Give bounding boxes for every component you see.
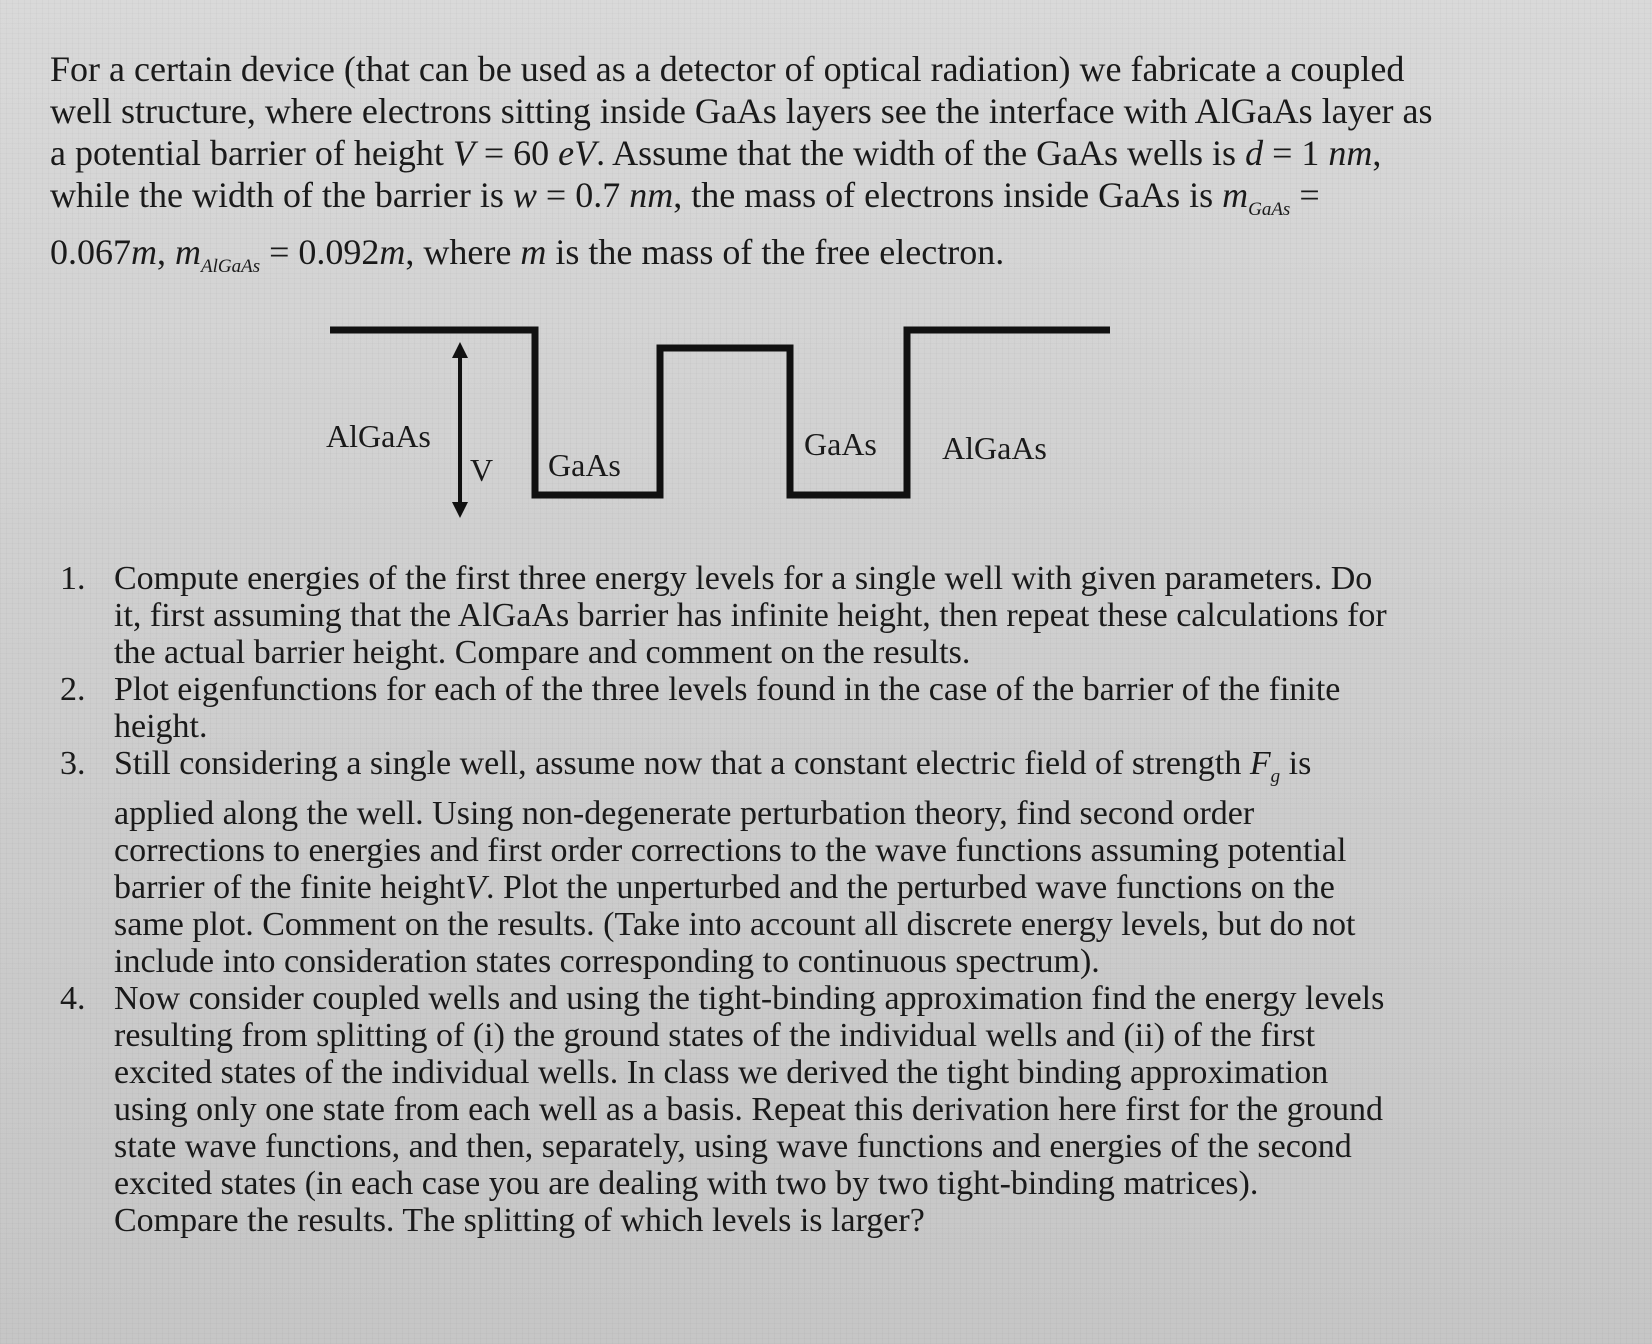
statement-line-2: well structure, where electrons sitting inside GaAs layers see the interface with AlGaAs layer as <box>50 91 1433 131</box>
question-item <box>48 671 1548 745</box>
question-line: same plot. Comment on the results. (Take into account all discrete energy levels, but do not <box>114 906 1356 943</box>
coupled-well-diagram <box>326 320 1190 540</box>
question-line: it, first assuming that the AlGaAs barrier has infinite height, then repeat these calculations for <box>114 597 1387 634</box>
question-line: Still considering a single well, assume now that a constant electric field of strength $F_g$ is <box>114 745 1312 787</box>
label-algaas-right: AlGaAs <box>942 430 1047 466</box>
question-number: 4. <box>60 980 86 1017</box>
question-line: barrier of the finite heightV. Plot the unperturbed and the perturbed wave functions on the <box>114 869 1335 906</box>
statement-line-3: a potential barrier of height V = 60 eV. Assume that the width of the GaAs wells is d = 1 nm, <box>50 133 1382 173</box>
question-item <box>48 745 1548 980</box>
potential-profile <box>330 320 1190 540</box>
statement-line-1: For a certain device (that can be used as a detector of optical radiation) we fabricate a coupled <box>50 49 1405 89</box>
question-line: include into consideration states corresponding to continuous spectrum). <box>114 943 1100 980</box>
question-item <box>48 980 1548 1239</box>
question-line: excited states of the individual wells. In class we derived the tight binding approximation <box>114 1054 1329 1091</box>
label-gaas-well-2: GaAs <box>804 426 877 462</box>
label-v: V <box>470 452 494 488</box>
arrow-head-top <box>452 342 468 358</box>
question-line: applied along the well. Using non-degenerate perturbation theory, find second order <box>114 795 1255 832</box>
arrow-head-bottom <box>452 502 468 518</box>
question-line: corrections to energies and first order corrections to the wave functions assuming potential <box>114 832 1347 869</box>
question-line: using only one state from each well as a basis. Repeat this derivation here first for the ground <box>114 1091 1383 1128</box>
question-number: 2. <box>60 671 86 708</box>
potential-profile-line <box>330 330 1110 495</box>
problem-statement <box>50 48 1530 288</box>
question-line: Compute energies of the first three energy levels for a single well with given parameters. Do <box>114 560 1373 597</box>
question-line: resulting from splitting of (i) the ground states of the individual wells and (ii) of the first <box>114 1017 1316 1054</box>
question-line: state wave functions, and then, separately, using wave functions and energies of the second <box>114 1128 1352 1165</box>
label-algaas-left: AlGaAs <box>326 418 431 454</box>
question-number: 1. <box>60 560 86 597</box>
question-line: excited states (in each case you are dealing with two by two tight-binding matrices). <box>114 1165 1259 1202</box>
statement-line-5: 0.067m, $m_{AlGaAs} = 0.092m$, where m is the mass of the free electron. <box>50 232 1005 277</box>
question-line: Plot eigenfunctions for each of the three levels found in the case of the barrier of the finite <box>114 671 1341 708</box>
question-line: Compare the results. The splitting of which levels is larger? <box>114 1202 925 1239</box>
question-number: 3. <box>60 745 86 782</box>
question-list <box>48 560 1548 1239</box>
question-item <box>48 560 1548 671</box>
question-line: height. <box>114 708 208 745</box>
question-line: Now consider coupled wells and using the tight-binding approximation find the energy levels <box>114 980 1385 1017</box>
statement-line-4: while the width of the barrier is w = 0.7 nm, the mass of electrons inside GaAs is $m_{GaAs}$ = <box>50 175 1320 220</box>
question-line: the actual barrier height. Compare and comment on the results. <box>114 634 971 671</box>
label-gaas-well-1: GaAs <box>548 447 621 483</box>
